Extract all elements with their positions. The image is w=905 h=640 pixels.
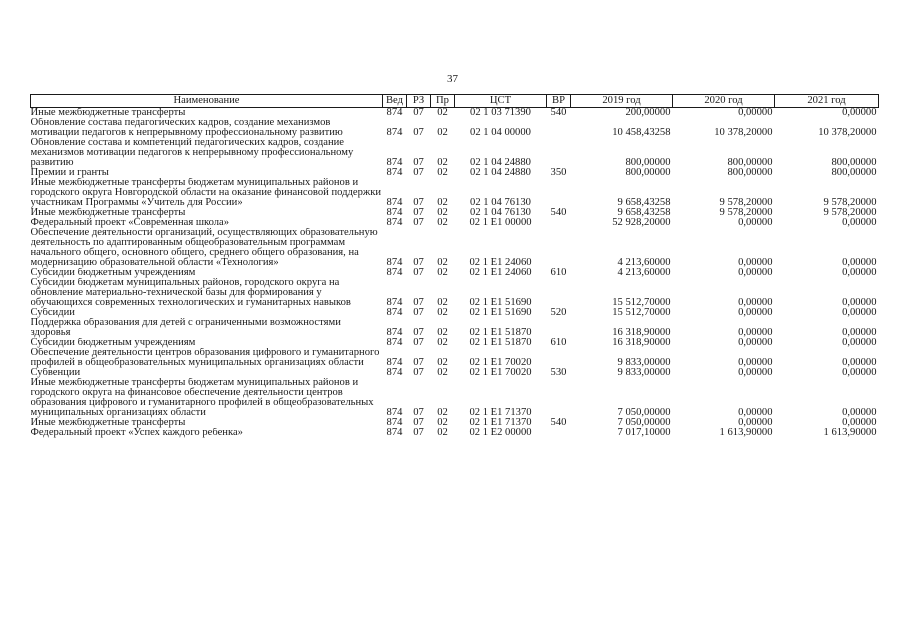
row-2021: 0,00000	[842, 297, 877, 308]
page-number: 37	[447, 73, 458, 85]
row-2020: 9 578,20000	[719, 208, 773, 218]
row-cst: 02 1 04 76130	[470, 197, 531, 208]
budget-table	[30, 94, 879, 438]
table-header	[31, 95, 879, 108]
row-cst: 02 1 E1 24060	[469, 268, 532, 278]
table-body	[31, 108, 879, 439]
row-2021: 0,00000	[842, 308, 877, 318]
row-pr: 02	[437, 168, 448, 178]
row-name: Премии и гранты	[30, 168, 109, 178]
row-ved: 874	[386, 107, 403, 118]
row-2019: 15 512,70000	[612, 297, 671, 308]
row-rz: 07	[413, 107, 424, 118]
row-name: Субсидии бюджетным учреждениям	[30, 338, 196, 348]
row-2020: 0,00000	[738, 308, 773, 318]
header-2020: 2020 год	[673, 95, 775, 108]
row-ved: 874	[386, 418, 403, 428]
row-pr: 02	[437, 418, 448, 428]
row-2020: 0,00000	[738, 357, 773, 368]
table-row	[31, 268, 879, 278]
row-2021: 0,00000	[842, 418, 877, 428]
row-2021: 0,00000	[842, 407, 877, 418]
row-2021: 0,00000	[842, 107, 877, 118]
table-row	[31, 118, 879, 138]
row-pr: 02	[437, 218, 448, 228]
row-name: Поддержка образования для детей с ограниченными возможностями здоровья	[30, 318, 341, 338]
row-cst: 02 1 E1 51870	[469, 338, 532, 348]
row-2021: 0,00000	[842, 268, 877, 278]
row-rz: 07	[413, 268, 424, 278]
row-name: Иные межбюджетные трансферты бюджетам муниципальных районов и городского округа Новгородской области на оказание финансовой поддержки участникам Программы «Учитель для России»	[30, 178, 382, 208]
table-row	[31, 208, 879, 218]
row-2019: 9 833,00000	[617, 357, 671, 368]
row-2021: 800,00000	[831, 168, 877, 178]
row-2019: 7 050,00000	[617, 418, 671, 428]
row-rz: 07	[413, 368, 424, 378]
row-cst: 02 1 E1 71370	[469, 418, 532, 428]
row-2019: 4 213,60000	[617, 257, 671, 268]
row-pr: 02	[437, 107, 448, 118]
table-row	[31, 308, 879, 318]
header-name: Наименование	[31, 95, 383, 108]
row-2021: 800,00000	[831, 157, 877, 168]
row-name: Иные межбюджетные трансферты	[30, 208, 186, 218]
row-vr	[547, 138, 571, 168]
row-vr: 610	[550, 338, 567, 348]
row-name: Обновление состава и компетенций педагогических кадров, создание механизмов мотивации педагогов к непрерывному профессиональному развитию	[30, 138, 354, 168]
row-2019: 7 050,00000	[617, 407, 671, 418]
row-rz: 07	[413, 257, 424, 268]
row-cst: 02 1 E1 70020	[469, 357, 532, 368]
row-name: Иные межбюджетные трансферты	[30, 418, 186, 428]
row-ved: 874	[386, 308, 403, 318]
row-2019: 4 213,60000	[617, 268, 671, 278]
row-2021: 0,00000	[842, 218, 877, 228]
row-2019: 7 017,10000	[617, 428, 671, 438]
row-rz: 07	[413, 168, 424, 178]
row-vr	[547, 178, 571, 208]
row-2021: 0,00000	[842, 257, 877, 268]
row-2021: 0,00000	[842, 327, 877, 338]
row-rz: 07	[413, 418, 424, 428]
row-2020: 9 578,20000	[719, 197, 773, 208]
row-pr: 02	[437, 297, 448, 308]
row-ved: 874	[386, 357, 403, 368]
row-cst: 02 1 03 71390	[470, 107, 531, 118]
row-name: Федеральный проект «Успех каждого ребенка»	[30, 428, 243, 438]
row-rz: 07	[413, 357, 424, 368]
row-2019: 52 928,20000	[612, 218, 671, 228]
row-vr	[547, 278, 571, 308]
table-row	[31, 218, 879, 228]
row-vr	[547, 428, 571, 438]
row-cst: 02 1 E2 00000	[469, 428, 532, 438]
row-vr	[547, 348, 571, 368]
row-rz: 07	[413, 208, 424, 218]
row-2020: 0,00000	[738, 338, 773, 348]
row-name: Иные межбюджетные трансферты бюджетам муниципальных районов и городского округа на финансовое обеспечение деятельности центров образования цифрового и гуманитарного профилей в общеобразовательных муниципальных организациях области	[30, 378, 374, 418]
row-2020: 800,00000	[727, 157, 773, 168]
table-row	[31, 168, 879, 178]
row-2020: 0,00000	[738, 268, 773, 278]
row-2019: 16 318,90000	[612, 338, 671, 348]
row-pr: 02	[437, 197, 448, 208]
row-name: Обеспечение деятельности центров образования цифрового и гуманитарного профилей в общеобразовательных муниципальных организациях области	[30, 348, 380, 368]
scan-artifact	[640, 632, 820, 636]
table-row	[31, 278, 879, 308]
row-cst: 02 1 04 00000	[470, 127, 531, 138]
table-row	[31, 378, 879, 418]
row-vr	[547, 218, 571, 228]
row-pr: 02	[437, 428, 448, 438]
row-cst: 02 1 E1 24060	[469, 257, 532, 268]
row-2020: 10 378,20000	[714, 127, 773, 138]
row-rz: 07	[413, 127, 424, 138]
row-2020: 0,00000	[738, 107, 773, 118]
table-row	[31, 318, 879, 338]
header-2021: 2021 год	[775, 95, 879, 108]
row-pr: 02	[437, 338, 448, 348]
row-pr: 02	[437, 257, 448, 268]
row-cst: 02 1 E1 51690	[469, 308, 532, 318]
table-row	[31, 418, 879, 428]
row-vr: 540	[550, 107, 567, 118]
row-ved: 874	[386, 257, 403, 268]
row-cst: 02 1 E1 51870	[469, 327, 532, 338]
row-name: Федеральный проект «Современная школа»	[30, 218, 230, 228]
header-ved: Вед	[383, 95, 407, 108]
row-ved: 874	[386, 127, 403, 138]
row-rz: 07	[413, 338, 424, 348]
row-rz: 07	[413, 297, 424, 308]
header-2019: 2019 год	[571, 95, 673, 108]
row-cst: 02 1 E1 00000	[469, 218, 532, 228]
row-2019: 200,00000	[625, 107, 671, 118]
row-ved: 874	[386, 168, 403, 178]
row-cst: 02 1 E1 51690	[469, 297, 532, 308]
row-ved: 874	[386, 368, 403, 378]
row-vr	[547, 318, 571, 338]
row-pr: 02	[437, 308, 448, 318]
row-2021: 1 613,90000	[823, 428, 877, 438]
row-2021: 0,00000	[842, 368, 877, 378]
row-pr: 02	[437, 157, 448, 168]
row-2021: 9 578,20000	[823, 197, 877, 208]
row-name: Субсидии бюджетам муниципальных районов, городского округа на обновление материально-технической базы для формирования у обучающихся современных технологических и гуманитарных навыков	[30, 278, 351, 308]
row-ved: 874	[386, 268, 403, 278]
row-rz: 07	[413, 197, 424, 208]
row-2020: 800,00000	[727, 168, 773, 178]
row-pr: 02	[437, 327, 448, 338]
row-ved: 874	[386, 218, 403, 228]
row-ved: 874	[386, 157, 403, 168]
row-2020: 0,00000	[738, 327, 773, 338]
row-2019: 16 318,90000	[612, 327, 671, 338]
row-cst: 02 1 04 24880	[470, 168, 531, 178]
row-vr: 350	[550, 168, 567, 178]
row-2019: 800,00000	[625, 168, 671, 178]
row-ved: 874	[386, 297, 403, 308]
row-2021: 0,00000	[842, 338, 877, 348]
row-name: Субсидии	[30, 308, 75, 318]
row-pr: 02	[437, 127, 448, 138]
header-rz: РЗ	[407, 95, 431, 108]
row-2019: 9 658,43258	[617, 197, 671, 208]
row-2019: 9 658,43258	[617, 208, 671, 218]
row-2020: 0,00000	[738, 368, 773, 378]
row-ved: 874	[386, 327, 403, 338]
row-vr: 610	[550, 268, 567, 278]
header-vr: ВР	[547, 95, 571, 108]
row-rz: 07	[413, 218, 424, 228]
row-vr	[547, 378, 571, 418]
table-row	[31, 228, 879, 268]
row-rz: 07	[413, 428, 424, 438]
table-row	[31, 178, 879, 208]
row-vr	[547, 228, 571, 268]
row-name: Субвенции	[30, 368, 81, 378]
row-ved: 874	[386, 428, 403, 438]
table-row	[31, 138, 879, 168]
row-2019: 15 512,70000	[612, 308, 671, 318]
row-pr: 02	[437, 368, 448, 378]
row-2021: 0,00000	[842, 357, 877, 368]
row-vr: 540	[550, 418, 567, 428]
table-row	[31, 348, 879, 368]
header-pr: Пр	[431, 95, 455, 108]
row-cst: 02 1 E1 71370	[469, 407, 532, 418]
header-cst: ЦСТ	[455, 95, 547, 108]
row-rz: 07	[413, 308, 424, 318]
row-cst: 02 1 E1 70020	[469, 368, 532, 378]
row-2021: 10 378,20000	[818, 127, 877, 138]
row-2020: 0,00000	[738, 297, 773, 308]
table-row	[31, 428, 879, 438]
row-pr: 02	[437, 357, 448, 368]
row-cst: 02 1 04 76130	[470, 208, 531, 218]
row-2020: 1 613,90000	[719, 428, 773, 438]
row-vr: 530	[550, 368, 567, 378]
row-pr: 02	[437, 407, 448, 418]
row-ved: 874	[386, 208, 403, 218]
row-name: Иные межбюджетные трансферты	[30, 107, 186, 118]
row-2020: 0,00000	[738, 218, 773, 228]
row-2019: 800,00000	[625, 157, 671, 168]
table-row	[31, 368, 879, 378]
row-2019: 9 833,00000	[617, 368, 671, 378]
row-rz: 07	[413, 327, 424, 338]
row-pr: 02	[437, 208, 448, 218]
row-vr: 520	[550, 308, 567, 318]
row-2019: 10 458,43258	[612, 127, 671, 138]
row-pr: 02	[437, 268, 448, 278]
row-name: Обеспечение деятельности организаций, осуществляющих образовательную деятельность по адаптированным общеобразовательным программам начального общего, основного общего, среднего общего образования, на модернизацию образовательной области «Технология»	[30, 228, 378, 268]
table-row	[31, 108, 879, 119]
row-2020: 0,00000	[738, 257, 773, 268]
row-rz: 07	[413, 407, 424, 418]
row-vr: 540	[550, 208, 567, 218]
row-ved: 874	[386, 197, 403, 208]
row-2020: 0,00000	[738, 407, 773, 418]
row-name: Субсидии бюджетным учреждениям	[30, 268, 196, 278]
row-2020: 0,00000	[738, 418, 773, 428]
row-ved: 874	[386, 407, 403, 418]
row-vr	[547, 118, 571, 138]
row-name: Обновление состава педагогических кадров, создание механизмов мотивации педагогов к непрерывному профессиональному развитию	[30, 118, 343, 138]
table-row	[31, 338, 879, 348]
row-2021: 9 578,20000	[823, 208, 877, 218]
row-ved: 874	[386, 338, 403, 348]
row-cst: 02 1 04 24880	[470, 157, 531, 168]
row-rz: 07	[413, 157, 424, 168]
